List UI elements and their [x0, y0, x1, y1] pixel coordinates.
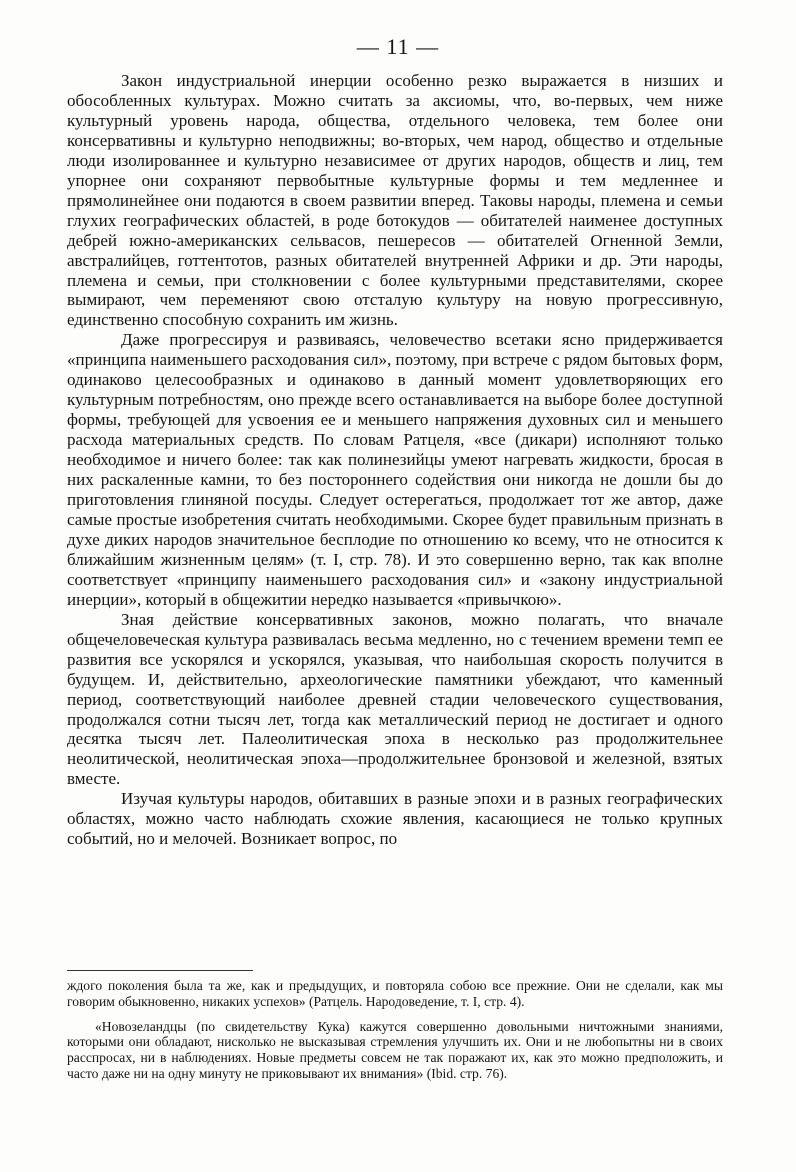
paragraph-2: Даже прогрессируя и развиваясь, человечество всетаки ясно придерживается «принципа наименьшего расходования сил», поэтому, при встрече с рядом бытовых форм, одинаково целесообразных и одинаково в данный момент удовлетворяющих его культурным потребностям, оно прежде всего останавливается на выборе более доступной формы, требующей для усвоения ее и меньшего напряжения духовных сил и меньшего расхода материальных средств. По словам Ратцеля, «все (дикари) исполняют только необходимое и ничего более: так как полинезийцы умеют нагревать жидкости, бросая в них раскаленные камни, то без постороннего содействия они никогда не дошли бы до приготовления глиняной посуды. Следует остерегаться, продолжает тот же автор, даже самые простые изобретения считать необходимыми. Скорее будет правильным признать в духе диких народов значительное бесплодие по отношению ко всему, что не относится к ближайшим жизненным целям» (т. I, стр. 78). И это совершенно верно, так как вполне соответствует «принципу наименьшего расходования сил» и «закону индустриальной инерции», который в общежитии нередко называется «привычкою». — [67, 330, 723, 609]
main-text — [67, 71, 723, 849]
paragraph-3: Зная действие консервативных законов, можно полагать, что вначале общечеловеческая культура развивалась весьма медленно, но с течением времени темп ее развития все ускорялся и ускорялся, указывая, что наибольшая скорость получится в будущем. И, действительно, археологические памятники убеждают, что каменный период, соответствующий наиболее древней стадии человеческого существования, продолжался сотни тысяч лет, тогда как металлический период не достигает и одного десятка тысяч лет. Палеолитическая эпоха в несколько раз продолжительнее неолитической, неолитическая эпоха—продолжительнее бронзовой и железной, взятых вместе. — [67, 609, 723, 789]
footnote-divider — [67, 970, 253, 971]
paragraph-1: Закон индустриальной инерции особенно резко выражается в низших и обособленных культурах. Можно считать за аксиомы, что, во-первых, чем ниже культурный уровень народа, общества, отдельного человека, тем более они консервативны и культурно неподвижны; во-вторых, чем народ, общество и отдельные люди изолированнее и культурно независимее от других народов, обществ и лиц, тем упорнее они сохраняют первобытные культурные формы и тем медленнее и прямолинейнее они подаются в своем развитии вперед. Таковы народы, племена и семьи глухих географических областей, в роде ботокудов — обитателей наименее доступных дебрей южно-американских сельвасов, пешересов — обитателей Огненной Земли, австралийцев, готтентотов, разных обитателей внутренней Африки и др. Эти народы, племена и семьи, при столкновении с более культурными представителями, скорее вымирают, чем переменяют свою отсталую культуру на новую прогрессивную, единственно способную сохранить им жизнь. — [67, 71, 723, 330]
footnote-continuation: ждого поколения была та же, как и предыдущих, и повторяла собою все прежние. Они не сделали, как мы говорим обыкновенно, никаких успехов» (Ратцель. Народоведение, т. I, стр. 4). — [67, 978, 723, 1009]
footnote-2: «Новозеландцы (по свидетельству Кука) кажутся совершенно довольными ничтожными знаниями, которыми они обладают, нисколько не высказывая стремления улучшить их. Они и не любопытны ни в своих расспросах, ни в наблюдениях. Новые предметы совсем не так поражают их, как это можно предположить, и часто даже ни на одну минуту не приковывают их внимания» (Ibid. стр. 76). — [67, 1018, 723, 1081]
page-number: — 11 — — [356, 34, 440, 59]
footnotes — [67, 978, 723, 1082]
paragraph-4: Изучая культуры народов, обитавших в разные эпохи и в разных географических областях, можно часто наблюдать схожие явления, касающиеся не только крупных событий, но и мелочей. Возникает вопрос, по — [67, 789, 723, 849]
